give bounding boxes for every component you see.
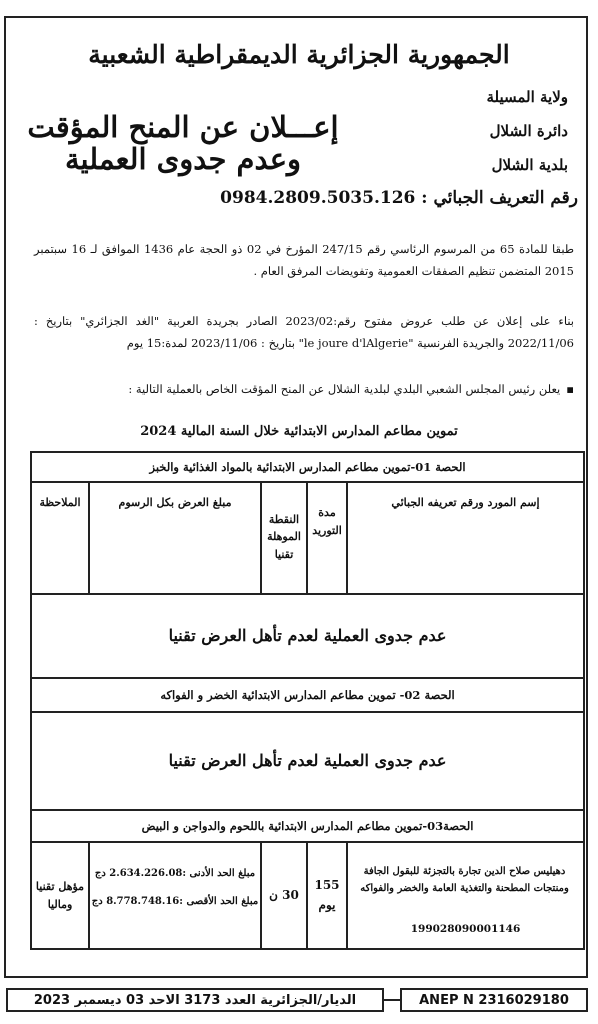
lot3-heading: الحصة03-تموين مطاعم المدارس الابتدائية باللحوم والدواجن و البيض xyxy=(141,818,474,833)
score-header: النقطة الموهلة تقنيا xyxy=(267,512,301,561)
lot2-heading: الحصة 02- تموين مطاعم المدارس الابتدائية الخضر و الفواكه xyxy=(160,687,455,702)
duration-header: مدة التوريد xyxy=(312,506,342,537)
amount-header: مبلغ العرض بكل الرسوم xyxy=(118,496,232,510)
amount-max: مبلغ الحد الأقصى :8.778.748.16 دج xyxy=(91,896,259,907)
publication-box: الديار/الجزائرية العدد 3173 الاحد 03 ديسمبر 2023 xyxy=(6,988,384,1012)
announcement-title: إعـــلان عن المنح المؤقت وعدم جدوى العملية xyxy=(27,110,339,176)
supplier-header: إسم المورد ورقم تعريفه الجبائي xyxy=(391,496,540,510)
legal-reference-paragraph: طبقا للمادة 65 من المرسوم الرئاسي رقم 247/15 المؤرخ في 02 ذو الحجة عام 1436 الموافق لـ 16 سبتمبر 2015 المتضمن تنظيم الصفقات العمومية وتفويضات المرفق العام . xyxy=(34,242,574,278)
baladia-label: بلدية الشلال xyxy=(491,156,568,174)
lot1-result: عدم جدوى العملية لعدم تأهل العرض تقنيا xyxy=(168,626,447,646)
results-table xyxy=(30,451,585,950)
tax-id: رقم التعريف الجبائي : 0984.2809.5035.126 xyxy=(220,188,578,208)
tender-reference-paragraph: بناء على إعلان عن طلب عروض مفتوح رقم:2023/02 الصادر بجريدة العربية "الغد الجزائري" بتاريخ : 2022/11/06 والجريدة الفرنسية "le joure d'lAlgerie" بتاريخ : 2023/11/06 لمدة:15 يوم xyxy=(34,314,574,350)
footer-connector xyxy=(384,999,400,1001)
lot2-result: عدم جدوى العملية لعدم تأهل العرض تقنيا xyxy=(168,751,447,771)
supply-duration: 155 يوم xyxy=(314,878,340,912)
announcement-bullet: ▪ يعلن رئيس المجلس الشعبي البلدي لبلدية الشلال عن المنح المؤقت الخاص بالعملية التالية : xyxy=(40,382,574,396)
daira-label: دائرة الشلال xyxy=(489,122,568,140)
anep-box: ANEP N 2316029180 xyxy=(400,988,588,1012)
technical-score: 30 ن xyxy=(269,887,299,902)
notes-value: مؤهل تقنيا وماليا xyxy=(35,879,85,911)
republic-title: الجمهورية الجزائرية الديمقراطية الشعبية xyxy=(88,40,510,69)
supplier-id: 199028090001146 xyxy=(410,922,521,935)
lot1-heading: الحصة 01-تموين مطاعم المدارس الابتدائية بالمواد الغذائية والخبز xyxy=(149,459,466,474)
operation-heading: تموين مطاعم المدارس الابتدائية خلال السنة المالية 2024 xyxy=(140,424,458,439)
supplier-name: دهيليس صلاح الدين تجارة بالتجزئة للبقول الجافة ومنتجات المطحنة والتغذية العامة والخضر والفواكه xyxy=(360,866,569,894)
amount-min: مبلغ الحد الأدنى :2.634.226.08 دج xyxy=(94,868,256,879)
wilaya-label: ولاية المسيلة xyxy=(486,88,568,106)
notes-header: الملاحظة xyxy=(39,496,81,510)
